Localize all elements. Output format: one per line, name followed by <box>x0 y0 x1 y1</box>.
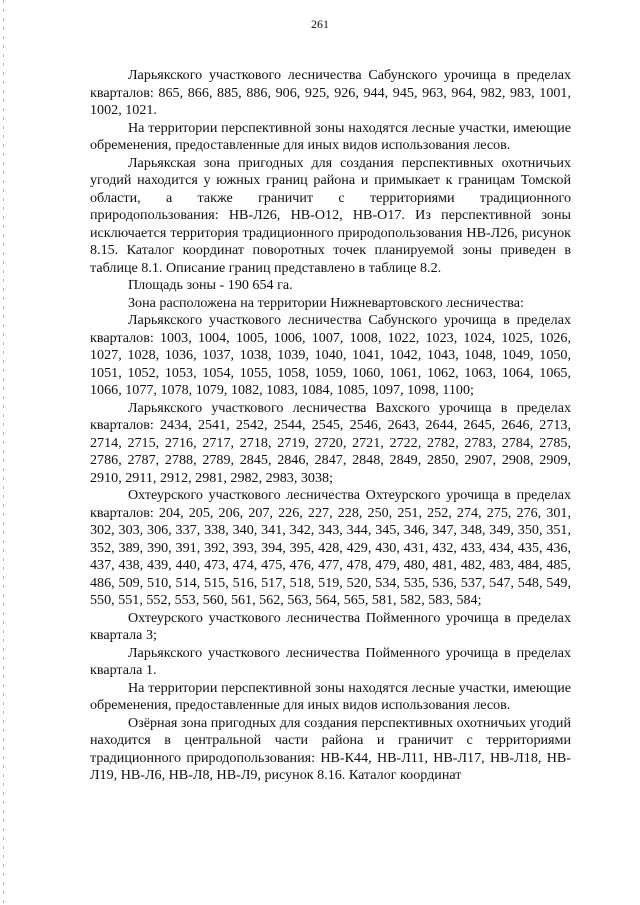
paragraph-ozernaya-zone: Озёрная зона пригодных для создания перспективных охотничьих угодий находится в центральной части района и граничит с территориями традиционного природопользования: НВ-К44, НВ-Л11, НВ-Л17, НВ-Л18, НВ-Л19, НВ-Л6, НВ-Л8, НВ-Л9, рисунок 8.16. Каталог координат <box>90 714 571 783</box>
paragraph-zone-location: Зона расположена на территории Нижневартовского лесничества: <box>128 294 524 311</box>
paragraph-laryak-poimenny: Ларьякского участкового лесничества Пойменного урочища в пределах квартала 1. <box>90 644 571 678</box>
paragraph-encumbrances-2: На территории перспективной зоны находятся лесные участки, имеющие обременения, предоставленные для иных видов использования лесов. <box>90 679 571 713</box>
document-body <box>90 67 571 785</box>
paragraph-okhteur-poimenny: Охтеурского участкового лесничества Пойменного урочища в пределах квартала 3; <box>90 609 571 643</box>
paragraph-sabun-quarters-2: Ларьякского участкового лесничества Сабунского урочища в пределах кварталов: 1003, 1004, 1005, 1006, 1007, 1008, 1022, 1023, 1024, 1025, 1026, 1027, 1028, 1036, 1037, 1038, 1039, 1040, 1041, 1042, 1043, 1048, 1049, 1050, 1051, 1052, 1053, 1054, 1055, 1058, 1059, 1060, 1061, 1062, 1063, 1064, 1065, 1066, 1077, 1078, 1079, 1082, 1083, 1084, 1085, 1097, 1098, 1100; <box>90 312 571 398</box>
paragraph-encumbrances: На территории перспективной зоны находятся лесные участки, имеющие обременения, предоставленные для иных видов использования лесов. <box>90 119 571 153</box>
paragraph-vakh-quarters: Ларьякского участкового лесничества Вахского урочища в пределах кварталов: 2434, 2541, 2542, 2544, 2545, 2546, 2643, 2644, 2645, 2646, 2713, 2714, 2715, 2716, 2717, 2718, 2719, 2720, 2721, 2722, 2782, 2783, 2784, 2785, 2786, 2787, 2788, 2789, 2845, 2846, 2847, 2848, 2849, 2850, 2907, 2908, 2909, 2910, 2911, 2912, 2981, 2982, 2983, 3038; <box>90 399 571 486</box>
paragraph-sabun-quarters: Ларьякского участкового лесничества Сабунского урочища в пределах кварталов: 865, 866, 885, 886, 906, 925, 926, 944, 945, 963, 964, 982, 983, 1001, 1002, 1021. <box>90 67 571 118</box>
paragraph-okhteur-quarters: Охтеурского участкового лесничества Охтеурского урочища в пределах кварталов: 204, 205, 206, 207, 226, 227, 228, 250, 251, 252, 274, 275, 276, 301, 302, 303, 306, 337, 338, 340, 341, 342, 343, 344, 345, 346, 347, 348, 349, 350, 351, 352, 389, 390, 391, 392, 393, 394, 395, 428, 429, 430, 431, 432, 433, 434, 435, 436, 437, 438, 439, 440, 473, 474, 475, 476, 477, 478, 479, 480, 481, 482, 483, 484, 485, 486, 509, 510, 514, 515, 516, 517, 518, 519, 520, 534, 535, 536, 537, 547, 548, 549, 550, 551, 552, 553, 560, 561, 562, 563, 564, 565, 581, 582, 583, 584; <box>90 487 571 608</box>
page-number: 261 <box>311 17 329 31</box>
paragraph-laryak-zone: Ларьякская зона пригодных для создания перспективных охотничьих угодий находится у южных границ района и примыкает к границам Томской области, а также граничит с территориями традиционного природопользования: НВ-Л26, НВ-О12, НВ-О17. Из перспективной зоны исключается территория традиционного природопользования НВ-Л26, рисунок 8.15. Каталог координат поворотных точек планируемой зоны приведен в таблице 8.1. Описание границ представлено в таблице 8.2. <box>90 154 571 276</box>
paragraph-zone-area: Площадь зоны - 190 654 га. <box>128 277 293 293</box>
scan-margin-line <box>3 0 4 905</box>
